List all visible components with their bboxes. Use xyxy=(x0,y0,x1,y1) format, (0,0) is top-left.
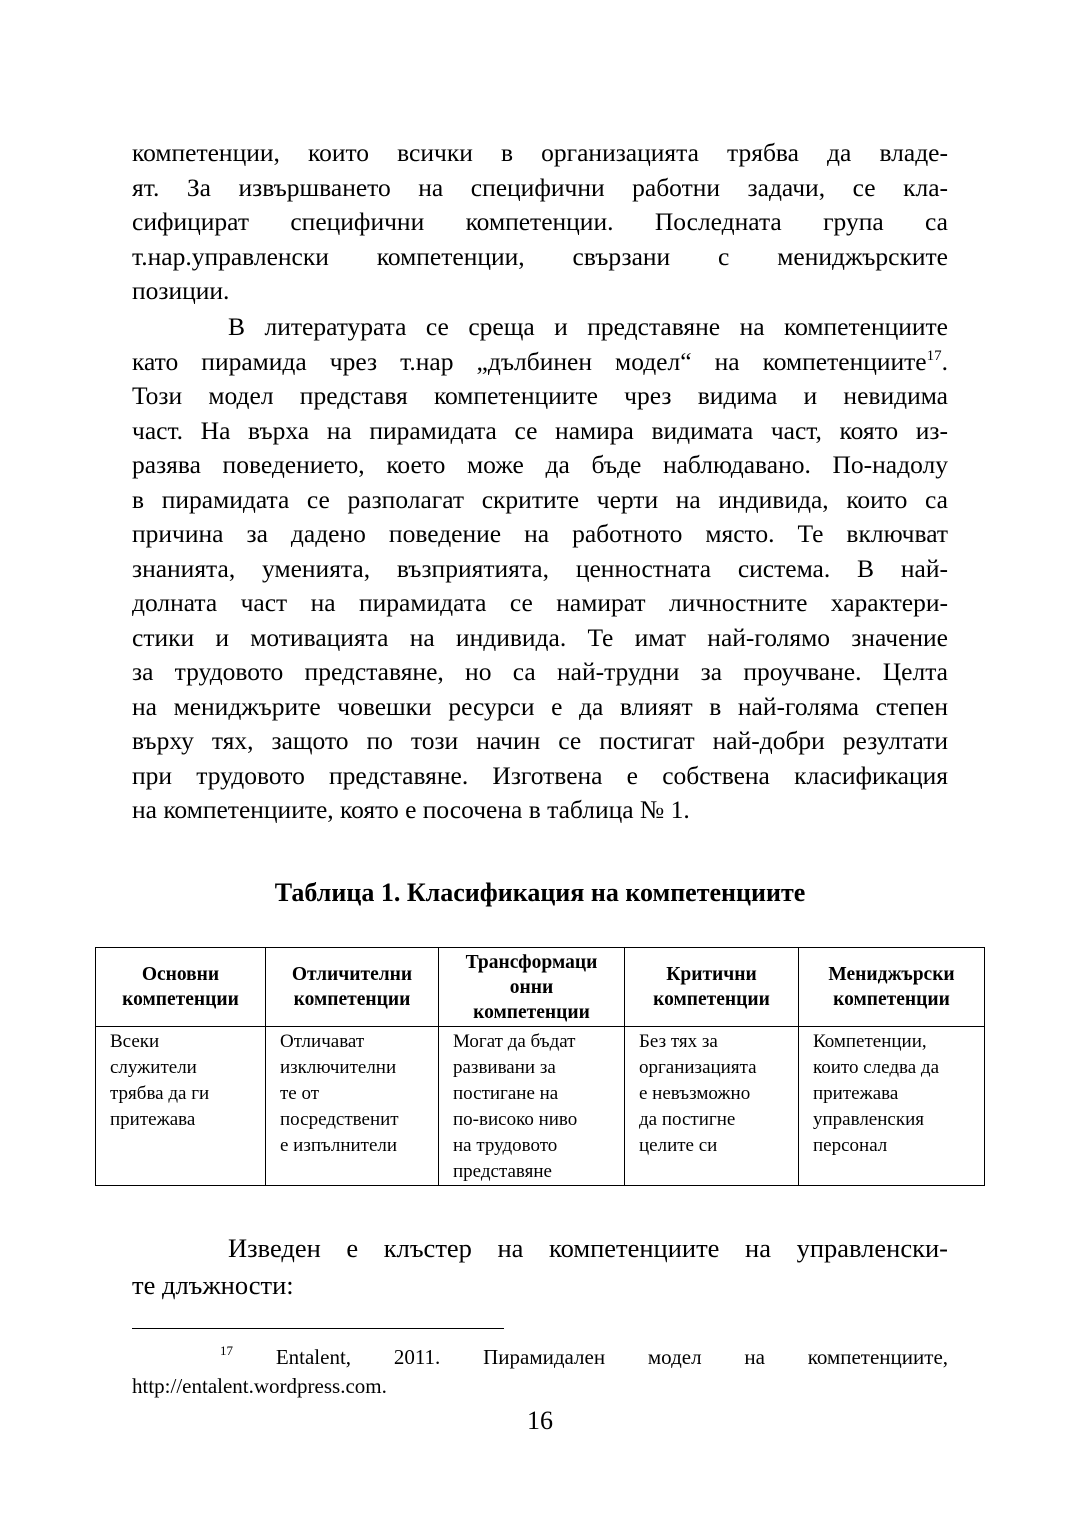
header-distinctive xyxy=(266,948,439,1027)
cell-line: трябва да ги xyxy=(110,1083,210,1104)
cell-line: управленския xyxy=(813,1109,924,1130)
footnote-text: Entalent, 2011. Пирамидален модел на компетенциите, xyxy=(275,1345,949,1369)
cell-line: изключителни xyxy=(280,1057,397,1078)
header-basic xyxy=(96,948,266,1027)
cell-line: по-високо ниво xyxy=(453,1109,578,1130)
text-line: причина за дадено поведение на работното място. Те включват xyxy=(132,519,948,548)
text-line: сифицират специфични компетенции. Последната група са xyxy=(132,207,948,236)
text-line: в пирамидата се разполагат скритите черти на индивида, които са xyxy=(132,484,948,514)
text-line: знанията, уменията, възприятията, ценностната система. В най- xyxy=(132,553,948,583)
page-number: 16 xyxy=(527,1406,553,1435)
cell-line: на трудовото xyxy=(453,1135,558,1156)
text-line-end: . xyxy=(941,346,948,376)
table-row xyxy=(96,1027,985,1186)
footnote-link[interactable]: http://entalent.wordpress.com. xyxy=(132,1374,387,1398)
header-line: онни xyxy=(509,976,554,998)
text-line: Този модел представя компетенциите чрез видима и невидима xyxy=(132,381,948,410)
table-cell xyxy=(799,1027,985,1186)
cell-line: Отличават xyxy=(280,1031,365,1052)
cell-line: организацията xyxy=(639,1057,757,1078)
header-line: компетенции xyxy=(473,1001,590,1023)
text-line: Изведен е клъстер на компетенциите на управленски- xyxy=(228,1233,948,1263)
text-line: стики и мотивацията на индивида. Те имат най-голямо значение xyxy=(132,622,948,652)
paragraph-3 xyxy=(132,1230,948,1304)
table-cell xyxy=(266,1027,439,1186)
text-line: на мениджърите човешки ресурси е да влияят в най-голяма степен xyxy=(132,691,948,721)
table-cell xyxy=(439,1027,625,1186)
text-line-content: като пирамида чрез т.нар „дълбинен модел“ на компетенциите xyxy=(132,346,927,376)
header-transformational xyxy=(439,948,625,1027)
footnote-number: 17 xyxy=(220,1343,233,1358)
cell-line: да постигне xyxy=(639,1109,736,1130)
header-line: компетенции xyxy=(653,989,770,1010)
paragraph-2 xyxy=(132,310,948,828)
footnote xyxy=(132,1343,948,1401)
text-line: част. На върха на пирамидата се намира видимата част, която из- xyxy=(132,415,948,445)
text-line: за трудовото представяне, но са най-трудни за проучване. Целта xyxy=(132,657,948,686)
cell-line: Без тях за xyxy=(639,1031,718,1052)
header-line: компетенции xyxy=(833,989,950,1010)
footnote-reference[interactable]: 17 xyxy=(926,347,942,364)
cell-line: целите си xyxy=(639,1135,718,1156)
paragraph-1 xyxy=(132,136,948,309)
text-line: при трудовото представяне. Изготвена е собствена класификация xyxy=(132,760,948,790)
header-line: компетенции xyxy=(122,989,239,1010)
header-line: Основни xyxy=(141,964,220,985)
cell-line: притежава xyxy=(110,1109,196,1130)
competencies-table xyxy=(95,947,985,1186)
table-cell xyxy=(625,1027,799,1186)
header-critical xyxy=(625,948,799,1027)
header-line: Критични xyxy=(666,964,757,985)
header-line: Отличителни xyxy=(291,964,413,985)
cell-line: Всеки xyxy=(110,1031,160,1052)
cell-line: развивани за xyxy=(453,1057,556,1078)
text-line: компетенции, които всички в организацията трябва да владе- xyxy=(132,138,948,167)
cell-line: те от xyxy=(280,1083,320,1104)
text-line: долната част на пирамидата се намират личностните характери- xyxy=(132,588,948,617)
text-line: В литературата се среща и представяне на компетенциите xyxy=(228,312,948,341)
text-line: т.нар.управленски компетенции, свързани с мениджърските xyxy=(132,241,948,271)
cell-line: персонал xyxy=(813,1135,888,1156)
header-line: Мениджърски xyxy=(828,964,955,985)
cell-line: служители xyxy=(110,1057,197,1078)
cell-line: Могат да бъдат xyxy=(453,1031,576,1052)
text-line: те длъжности: xyxy=(132,1270,294,1300)
table-header-row xyxy=(96,948,985,1027)
text-line: на компетенциите, която е посочена в таблица № 1. xyxy=(132,795,690,824)
cell-line: е невъзможно xyxy=(639,1083,751,1104)
cell-line: Компетенции, xyxy=(813,1031,927,1052)
text-line xyxy=(132,345,948,380)
cell-line: постигане на xyxy=(453,1083,559,1104)
header-managerial xyxy=(799,948,985,1027)
footnote-line xyxy=(132,1343,948,1372)
text-line: разява поведението, което може да бъде наблюдавано. По-надолу xyxy=(132,450,948,479)
cell-line: притежава xyxy=(813,1083,899,1104)
table-cell xyxy=(96,1027,266,1186)
header-line: Трансформаци xyxy=(465,951,598,973)
cell-line: представяне xyxy=(453,1161,552,1182)
cell-line: посредственит xyxy=(280,1109,399,1130)
text-line: върху тях, защото по този начин се постигат най-добри резултати xyxy=(132,726,948,755)
header-line: компетенции xyxy=(293,989,411,1010)
table-caption: Таблица 1. Класификация на компетенциите xyxy=(274,878,806,907)
text-line: ят. За извършването на специфични работни задачи, се кла- xyxy=(132,172,948,202)
text-line: позиции. xyxy=(132,276,230,305)
cell-line: които следва да xyxy=(813,1057,940,1078)
cell-line: е изпълнители xyxy=(280,1135,398,1156)
footnote-separator xyxy=(132,1328,504,1329)
